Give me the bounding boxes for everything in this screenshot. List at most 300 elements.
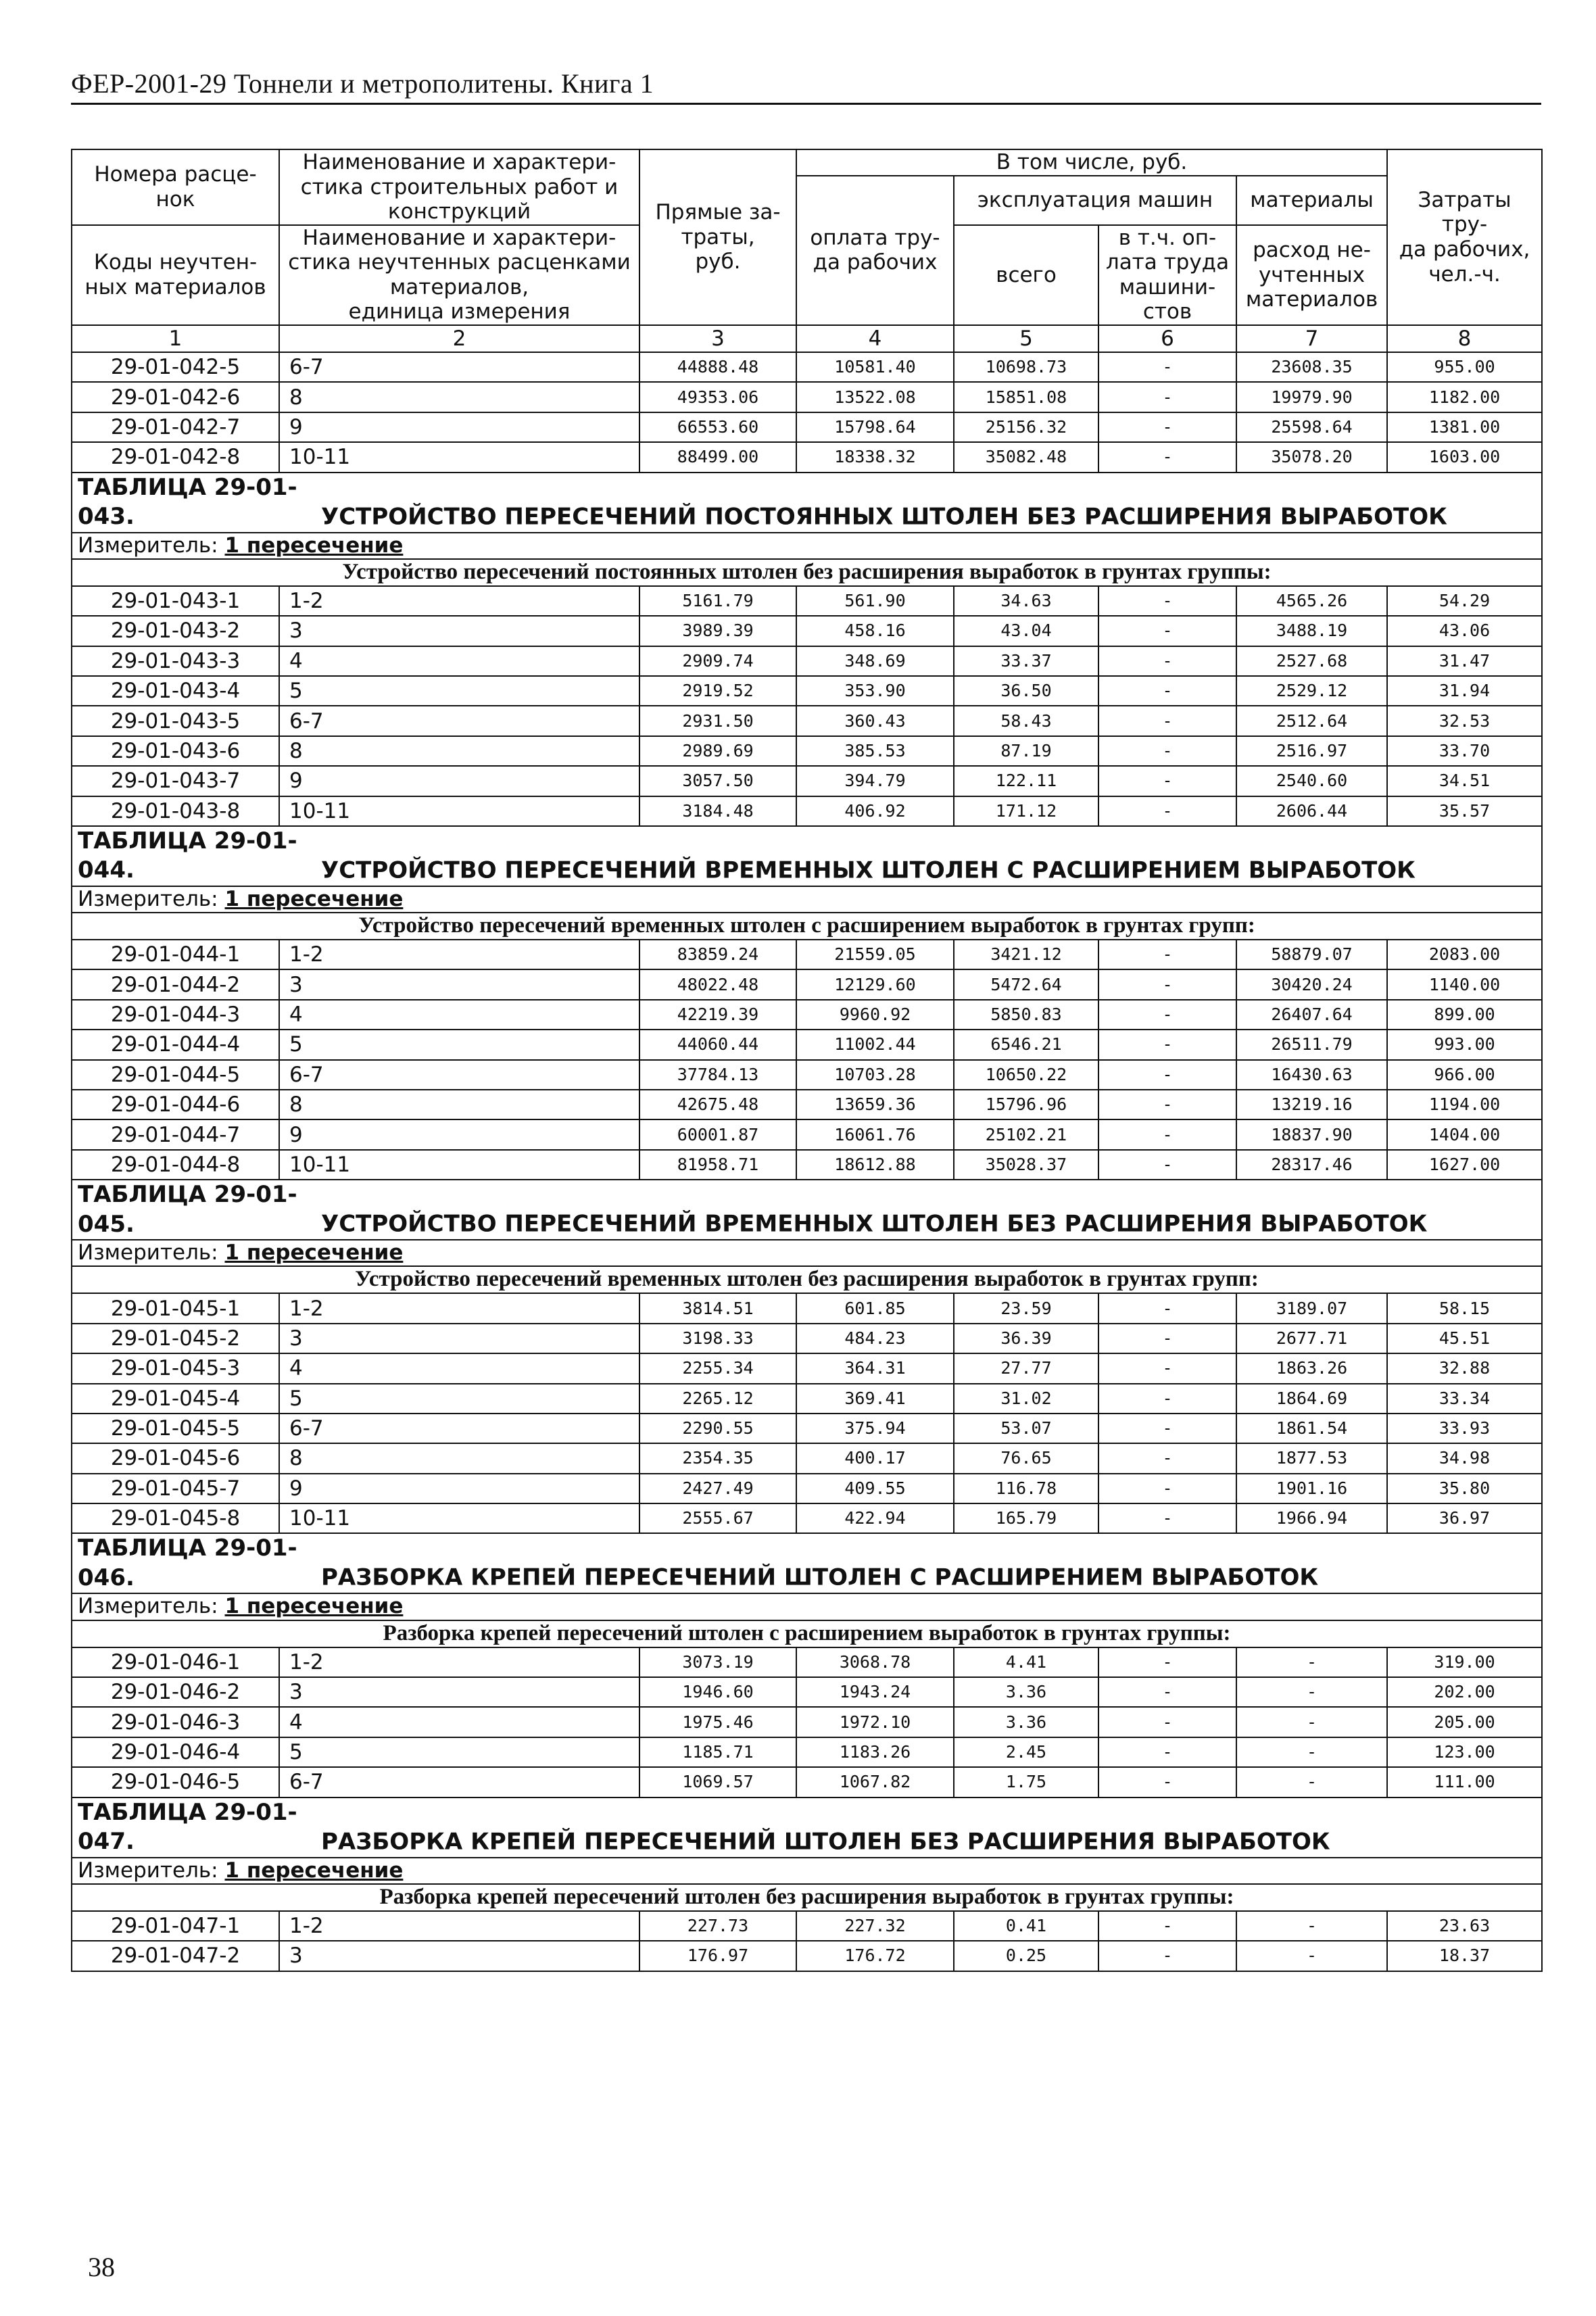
soil-group: 9 — [279, 766, 639, 796]
table-row — [72, 1677, 1542, 1707]
machinist-wages: - — [1098, 412, 1236, 442]
machines-total: 36.50 — [954, 676, 1098, 706]
machinist-wages: - — [1098, 1707, 1236, 1737]
labor-costs: 33.70 — [1387, 736, 1542, 766]
table-row — [72, 382, 1542, 412]
column-number: 7 — [1236, 325, 1387, 352]
materials: 2529.12 — [1236, 676, 1387, 706]
wages: 353.90 — [796, 676, 954, 706]
soil-group: 10-11 — [279, 796, 639, 826]
table-row — [72, 1503, 1542, 1533]
direct-costs: 3198.33 — [639, 1324, 796, 1353]
col-wages: оплата тру- да рабочих — [796, 176, 954, 325]
table-title-row — [72, 1180, 1542, 1240]
soil-group: 3 — [279, 1677, 639, 1707]
table-row — [72, 736, 1542, 766]
machinist-wages: - — [1098, 1060, 1236, 1090]
table-title-row — [72, 826, 1542, 886]
direct-costs: 1069.57 — [639, 1767, 796, 1797]
materials: 13219.16 — [1236, 1090, 1387, 1119]
direct-costs: 3989.39 — [639, 616, 796, 646]
soil-group: 4 — [279, 1707, 639, 1737]
direct-costs: 88499.00 — [639, 442, 796, 472]
direct-costs: 5161.79 — [639, 586, 796, 616]
machines-total: 33.37 — [954, 646, 1098, 676]
labor-costs: 32.53 — [1387, 706, 1542, 735]
labor-costs: 23.63 — [1387, 1911, 1542, 1941]
labor-costs: 34.98 — [1387, 1443, 1542, 1473]
soil-group: 10-11 — [279, 442, 639, 472]
measure-label: Измеритель: — [78, 533, 218, 558]
table-title-row — [72, 1533, 1542, 1593]
machines-total: 53.07 — [954, 1414, 1098, 1443]
table-number: ТАБЛИЦА 29-01-044. — [78, 827, 297, 884]
soil-group: 1-2 — [279, 586, 639, 616]
direct-costs: 66553.60 — [639, 412, 796, 442]
machinist-wages: - — [1098, 1324, 1236, 1353]
table-row — [72, 1060, 1542, 1090]
labor-costs: 45.51 — [1387, 1324, 1542, 1353]
wages: 21559.05 — [796, 940, 954, 969]
machinist-wages: - — [1098, 676, 1236, 706]
measure-row — [72, 1593, 1542, 1620]
rate-code: 29-01-045-6 — [72, 1443, 279, 1473]
direct-costs: 42675.48 — [639, 1090, 796, 1119]
wages: 1183.26 — [796, 1737, 954, 1767]
table-title — [72, 826, 1542, 886]
machinist-wages: - — [1098, 646, 1236, 676]
machinist-wages: - — [1098, 736, 1236, 766]
table-row — [72, 1941, 1542, 1971]
direct-costs: 2555.67 — [639, 1503, 796, 1533]
rate-code: 29-01-045-3 — [72, 1353, 279, 1383]
soil-group: 3 — [279, 616, 639, 646]
labor-costs: 319.00 — [1387, 1647, 1542, 1677]
direct-costs: 1185.71 — [639, 1737, 796, 1767]
machines-total: 0.41 — [954, 1911, 1098, 1941]
group-title: Устройство пересечений временных штолен без расширения выработок в грунтах групп: — [72, 1266, 1542, 1293]
rate-code: 29-01-046-5 — [72, 1767, 279, 1797]
table-heading: УСТРОЙСТВО ПЕРЕСЕЧЕНИЙ ВРЕМЕННЫХ ШТОЛЕН БЕЗ РАСШИРЕНИЯ ВЫРАБОТОК — [321, 1210, 1428, 1238]
table-row — [72, 352, 1542, 382]
machines-total: 36.39 — [954, 1324, 1098, 1353]
rate-code: 29-01-042-7 — [72, 412, 279, 442]
col-machines-wages: в т.ч. оп- лата труда машини- стов — [1098, 225, 1236, 325]
rate-code: 29-01-043-6 — [72, 736, 279, 766]
labor-costs: 35.57 — [1387, 796, 1542, 826]
materials: - — [1236, 1767, 1387, 1797]
header-rule — [71, 103, 1541, 105]
wages: 10703.28 — [796, 1060, 954, 1090]
rate-code: 29-01-044-5 — [72, 1060, 279, 1090]
rate-code: 29-01-043-7 — [72, 766, 279, 796]
rate-code: 29-01-044-3 — [72, 1000, 279, 1030]
table-title — [72, 1533, 1542, 1593]
measure-row — [72, 1858, 1542, 1884]
rate-code: 29-01-042-6 — [72, 382, 279, 412]
rate-code: 29-01-045-1 — [72, 1293, 279, 1323]
materials: 19979.90 — [1236, 382, 1387, 412]
group-title: Разборка крепей пересечений штолен с расширением выработок в грунтах группы: — [72, 1620, 1542, 1647]
table-title-row — [72, 473, 1542, 533]
measure-label: Измеритель: — [78, 1240, 218, 1265]
soil-group: 6-7 — [279, 352, 639, 382]
materials: 26511.79 — [1236, 1030, 1387, 1059]
measure-row — [72, 1240, 1542, 1266]
soil-group: 8 — [279, 382, 639, 412]
column-number-row — [72, 325, 1542, 352]
soil-group: 1-2 — [279, 1647, 639, 1677]
group-title: Разборка крепей пересечений штолен без расширения выработок в грунтах группы: — [72, 1884, 1542, 1911]
column-number: 1 — [72, 325, 279, 352]
wages: 16061.76 — [796, 1119, 954, 1149]
direct-costs: 3073.19 — [639, 1647, 796, 1677]
wages: 1972.10 — [796, 1707, 954, 1737]
direct-costs: 37784.13 — [639, 1060, 796, 1090]
machinist-wages: - — [1098, 1090, 1236, 1119]
rate-code: 29-01-046-3 — [72, 1707, 279, 1737]
machines-total: 0.25 — [954, 1941, 1098, 1971]
rate-code: 29-01-043-5 — [72, 706, 279, 735]
direct-costs: 49353.06 — [639, 382, 796, 412]
wages: 369.41 — [796, 1384, 954, 1414]
materials: 1863.26 — [1236, 1353, 1387, 1383]
measure-value: 1 пересечение — [224, 886, 404, 911]
table-row — [72, 1353, 1542, 1383]
materials: 3189.07 — [1236, 1293, 1387, 1323]
machines-total: 87.19 — [954, 736, 1098, 766]
col-including: В том числе, руб. — [796, 149, 1387, 176]
measure-value: 1 пересечение — [224, 1858, 404, 1883]
rate-code: 29-01-042-8 — [72, 442, 279, 472]
materials: 30420.24 — [1236, 969, 1387, 999]
soil-group: 5 — [279, 676, 639, 706]
labor-costs: 58.15 — [1387, 1293, 1542, 1323]
column-number: 6 — [1098, 325, 1236, 352]
materials: 1861.54 — [1236, 1414, 1387, 1443]
direct-costs: 2931.50 — [639, 706, 796, 735]
soil-group: 4 — [279, 646, 639, 676]
materials: 2527.68 — [1236, 646, 1387, 676]
column-number: 4 — [796, 325, 954, 352]
labor-costs: 18.37 — [1387, 1941, 1542, 1971]
table-number: ТАБЛИЦА 29-01-043. — [78, 473, 297, 531]
table-row — [72, 1443, 1542, 1473]
wages: 13522.08 — [796, 382, 954, 412]
rate-code: 29-01-045-2 — [72, 1324, 279, 1353]
machines-total: 1.75 — [954, 1767, 1098, 1797]
group-title-row — [72, 559, 1542, 586]
direct-costs: 176.97 — [639, 1941, 796, 1971]
table-title — [72, 473, 1542, 533]
soil-group: 3 — [279, 1324, 639, 1353]
direct-costs: 42219.39 — [639, 1000, 796, 1030]
rate-code: 29-01-043-1 — [72, 586, 279, 616]
rate-code: 29-01-046-1 — [72, 1647, 279, 1677]
labor-costs: 966.00 — [1387, 1060, 1542, 1090]
column-number: 2 — [279, 325, 639, 352]
col-direct: Прямые за- траты, руб. — [639, 149, 796, 325]
table-title — [72, 1798, 1542, 1858]
wages: 400.17 — [796, 1443, 954, 1473]
materials: 2606.44 — [1236, 796, 1387, 826]
table-number: ТАБЛИЦА 29-01-047. — [78, 1798, 297, 1856]
direct-costs: 3814.51 — [639, 1293, 796, 1323]
table-row — [72, 1707, 1542, 1737]
wages: 360.43 — [796, 706, 954, 735]
soil-group: 8 — [279, 736, 639, 766]
machines-total: 25102.21 — [954, 1119, 1098, 1149]
wages: 3068.78 — [796, 1647, 954, 1677]
rate-code: 29-01-042-5 — [72, 352, 279, 382]
materials: 35078.20 — [1236, 442, 1387, 472]
machinist-wages: - — [1098, 1911, 1236, 1941]
direct-costs: 44888.48 — [639, 352, 796, 382]
table-heading: УСТРОЙСТВО ПЕРЕСЕЧЕНИЙ ПОСТОЯННЫХ ШТОЛЕН БЕЗ РАСШИРЕНИЯ ВЫРАБОТОК — [321, 503, 1447, 531]
table-row — [72, 706, 1542, 735]
materials: - — [1236, 1911, 1387, 1941]
machinist-wages: - — [1098, 1000, 1236, 1030]
machines-total: 27.77 — [954, 1353, 1098, 1383]
table-row — [72, 412, 1542, 442]
rate-code: 29-01-045-7 — [72, 1474, 279, 1503]
wages: 385.53 — [796, 736, 954, 766]
machinist-wages: - — [1098, 796, 1236, 826]
labor-costs: 899.00 — [1387, 1000, 1542, 1030]
soil-group: 3 — [279, 1941, 639, 1971]
machines-total: 3.36 — [954, 1677, 1098, 1707]
labor-costs: 993.00 — [1387, 1030, 1542, 1059]
table-number: ТАБЛИЦА 29-01-046. — [78, 1535, 297, 1591]
wages: 422.94 — [796, 1503, 954, 1533]
labor-costs: 123.00 — [1387, 1737, 1542, 1767]
labor-costs: 2083.00 — [1387, 940, 1542, 969]
machinist-wages: - — [1098, 1941, 1236, 1971]
machines-total: 43.04 — [954, 616, 1098, 646]
labor-costs: 1140.00 — [1387, 969, 1542, 999]
wages: 348.69 — [796, 646, 954, 676]
measure-row — [72, 533, 1542, 559]
table-row — [72, 442, 1542, 472]
materials: 2540.60 — [1236, 766, 1387, 796]
machinist-wages: - — [1098, 1503, 1236, 1533]
machines-total: 15796.96 — [954, 1090, 1098, 1119]
measure — [72, 533, 1542, 559]
measure-label: Измеритель: — [78, 1594, 218, 1619]
wages: 13659.36 — [796, 1090, 954, 1119]
machinist-wages: - — [1098, 1647, 1236, 1677]
direct-costs: 2909.74 — [639, 646, 796, 676]
direct-costs: 1975.46 — [639, 1707, 796, 1737]
materials: 58879.07 — [1236, 940, 1387, 969]
machines-total: 23.59 — [954, 1293, 1098, 1323]
machines-total: 2.45 — [954, 1737, 1098, 1767]
table-row — [72, 1767, 1542, 1797]
rate-code: 29-01-044-1 — [72, 940, 279, 969]
labor-costs: 1182.00 — [1387, 382, 1542, 412]
wages: 15798.64 — [796, 412, 954, 442]
wages: 11002.44 — [796, 1030, 954, 1059]
machinist-wages: - — [1098, 1737, 1236, 1767]
col-code-top: Номера расце- нок — [72, 149, 279, 225]
machinist-wages: - — [1098, 1414, 1236, 1443]
soil-group: 10-11 — [279, 1503, 639, 1533]
direct-costs: 227.73 — [639, 1911, 796, 1941]
machines-total: 3.36 — [954, 1707, 1098, 1737]
labor-costs: 1603.00 — [1387, 442, 1542, 472]
wages: 601.85 — [796, 1293, 954, 1323]
table-row — [72, 1414, 1542, 1443]
direct-costs: 2290.55 — [639, 1414, 796, 1443]
col-labor: Затраты тру- да рабочих, чел.-ч. — [1387, 149, 1542, 325]
measure-label: Измеритель: — [78, 886, 218, 911]
rate-code: 29-01-046-2 — [72, 1677, 279, 1707]
rate-code: 29-01-045-8 — [72, 1503, 279, 1533]
machinist-wages: - — [1098, 940, 1236, 969]
machines-total: 10650.22 — [954, 1060, 1098, 1090]
table-title-row — [72, 1798, 1542, 1858]
col-code-bottom: Коды неучтен- ных материалов — [72, 225, 279, 325]
labor-costs: 111.00 — [1387, 1767, 1542, 1797]
measure — [72, 1593, 1542, 1620]
soil-group: 9 — [279, 412, 639, 442]
materials: 2512.64 — [1236, 706, 1387, 735]
direct-costs: 60001.87 — [639, 1119, 796, 1149]
machines-total: 15851.08 — [954, 382, 1098, 412]
labor-costs: 1627.00 — [1387, 1150, 1542, 1180]
machines-total: 35082.48 — [954, 442, 1098, 472]
labor-costs: 1194.00 — [1387, 1090, 1542, 1119]
col-name-top: Наименование и характери- стика строительных работ и конструкций — [279, 149, 639, 225]
wages: 409.55 — [796, 1474, 954, 1503]
labor-costs: 33.93 — [1387, 1414, 1542, 1443]
machinist-wages: - — [1098, 766, 1236, 796]
machines-total: 35028.37 — [954, 1150, 1098, 1180]
soil-group: 8 — [279, 1090, 639, 1119]
wages: 1067.82 — [796, 1767, 954, 1797]
wages: 484.23 — [796, 1324, 954, 1353]
soil-group: 10-11 — [279, 1150, 639, 1180]
measure-value: 1 пересечение — [224, 533, 404, 558]
soil-group: 4 — [279, 1353, 639, 1383]
soil-group: 5 — [279, 1737, 639, 1767]
machinist-wages: - — [1098, 352, 1236, 382]
col-materials-unaccounted: расход не- учтенных материалов — [1236, 225, 1387, 325]
machinist-wages: - — [1098, 706, 1236, 735]
rate-code: 29-01-044-2 — [72, 969, 279, 999]
direct-costs: 83859.24 — [639, 940, 796, 969]
machines-total: 76.65 — [954, 1443, 1098, 1473]
table-row — [72, 766, 1542, 796]
labor-costs: 33.34 — [1387, 1384, 1542, 1414]
table-heading: УСТРОЙСТВО ПЕРЕСЕЧЕНИЙ ВРЕМЕННЫХ ШТОЛЕН С РАСШИРЕНИЕМ ВЫРАБОТОК — [321, 857, 1416, 884]
soil-group: 4 — [279, 1000, 639, 1030]
measure-row — [72, 886, 1542, 913]
machinist-wages: - — [1098, 1030, 1236, 1059]
wages: 10581.40 — [796, 352, 954, 382]
direct-costs: 2427.49 — [639, 1474, 796, 1503]
machinist-wages: - — [1098, 1767, 1236, 1797]
table-row — [72, 1474, 1542, 1503]
machines-total: 10698.73 — [954, 352, 1098, 382]
labor-costs: 54.29 — [1387, 586, 1542, 616]
table-row — [72, 1384, 1542, 1414]
rate-code: 29-01-044-7 — [72, 1119, 279, 1149]
machines-total: 122.11 — [954, 766, 1098, 796]
wages: 458.16 — [796, 616, 954, 646]
header-row-1 — [72, 149, 1542, 176]
wages: 406.92 — [796, 796, 954, 826]
materials: 28317.46 — [1236, 1150, 1387, 1180]
direct-costs: 2989.69 — [639, 736, 796, 766]
labor-costs: 1381.00 — [1387, 412, 1542, 442]
direct-costs: 1946.60 — [639, 1677, 796, 1707]
col-machines-total: всего — [954, 225, 1098, 325]
price-table — [71, 149, 1543, 1972]
soil-group: 9 — [279, 1474, 639, 1503]
soil-group: 6-7 — [279, 706, 639, 735]
group-title: Устройство пересечений временных штолен с расширением выработок в грунтах групп: — [72, 913, 1542, 940]
direct-costs: 2265.12 — [639, 1384, 796, 1414]
table-row — [72, 969, 1542, 999]
machinist-wages: - — [1098, 1474, 1236, 1503]
measure-value: 1 пересечение — [224, 1240, 404, 1265]
machines-total: 3421.12 — [954, 940, 1098, 969]
wages: 9960.92 — [796, 1000, 954, 1030]
labor-costs: 32.88 — [1387, 1353, 1542, 1383]
direct-costs: 2919.52 — [639, 676, 796, 706]
labor-costs: 31.47 — [1387, 646, 1542, 676]
soil-group: 5 — [279, 1384, 639, 1414]
measure — [72, 1240, 1542, 1266]
table-row — [72, 1293, 1542, 1323]
materials: 16430.63 — [1236, 1060, 1387, 1090]
materials: 25598.64 — [1236, 412, 1387, 442]
labor-costs: 34.51 — [1387, 766, 1542, 796]
machinist-wages: - — [1098, 616, 1236, 646]
materials: - — [1236, 1647, 1387, 1677]
soil-group: 3 — [279, 969, 639, 999]
machines-total: 4.41 — [954, 1647, 1098, 1677]
page-header: ФЕР-2001-29 Тоннели и метрополитены. Книга 1 — [71, 68, 654, 99]
soil-group: 1-2 — [279, 1911, 639, 1941]
materials: 1966.94 — [1236, 1503, 1387, 1533]
table-row — [72, 1737, 1542, 1767]
col-name-bottom: Наименование и характери- стика неучтенных расценками материалов, единица измерения — [279, 225, 639, 325]
rate-code: 29-01-044-6 — [72, 1090, 279, 1119]
machines-total: 58.43 — [954, 706, 1098, 735]
rate-code: 29-01-043-2 — [72, 616, 279, 646]
labor-costs: 36.97 — [1387, 1503, 1542, 1533]
measure-label: Измеритель: — [78, 1858, 218, 1883]
wages: 561.90 — [796, 586, 954, 616]
direct-costs: 2255.34 — [639, 1353, 796, 1383]
wages: 18612.88 — [796, 1150, 954, 1180]
group-title-row — [72, 913, 1542, 940]
machinist-wages: - — [1098, 1443, 1236, 1473]
page-number: 38 — [88, 2252, 115, 2282]
direct-costs: 48022.48 — [639, 969, 796, 999]
labor-costs: 31.94 — [1387, 676, 1542, 706]
rate-code: 29-01-043-4 — [72, 676, 279, 706]
measure — [72, 886, 1542, 913]
table-row — [72, 1150, 1542, 1180]
soil-group: 6-7 — [279, 1767, 639, 1797]
machinist-wages: - — [1098, 1677, 1236, 1707]
machines-total: 116.78 — [954, 1474, 1098, 1503]
materials: 1901.16 — [1236, 1474, 1387, 1503]
materials: 18837.90 — [1236, 1119, 1387, 1149]
